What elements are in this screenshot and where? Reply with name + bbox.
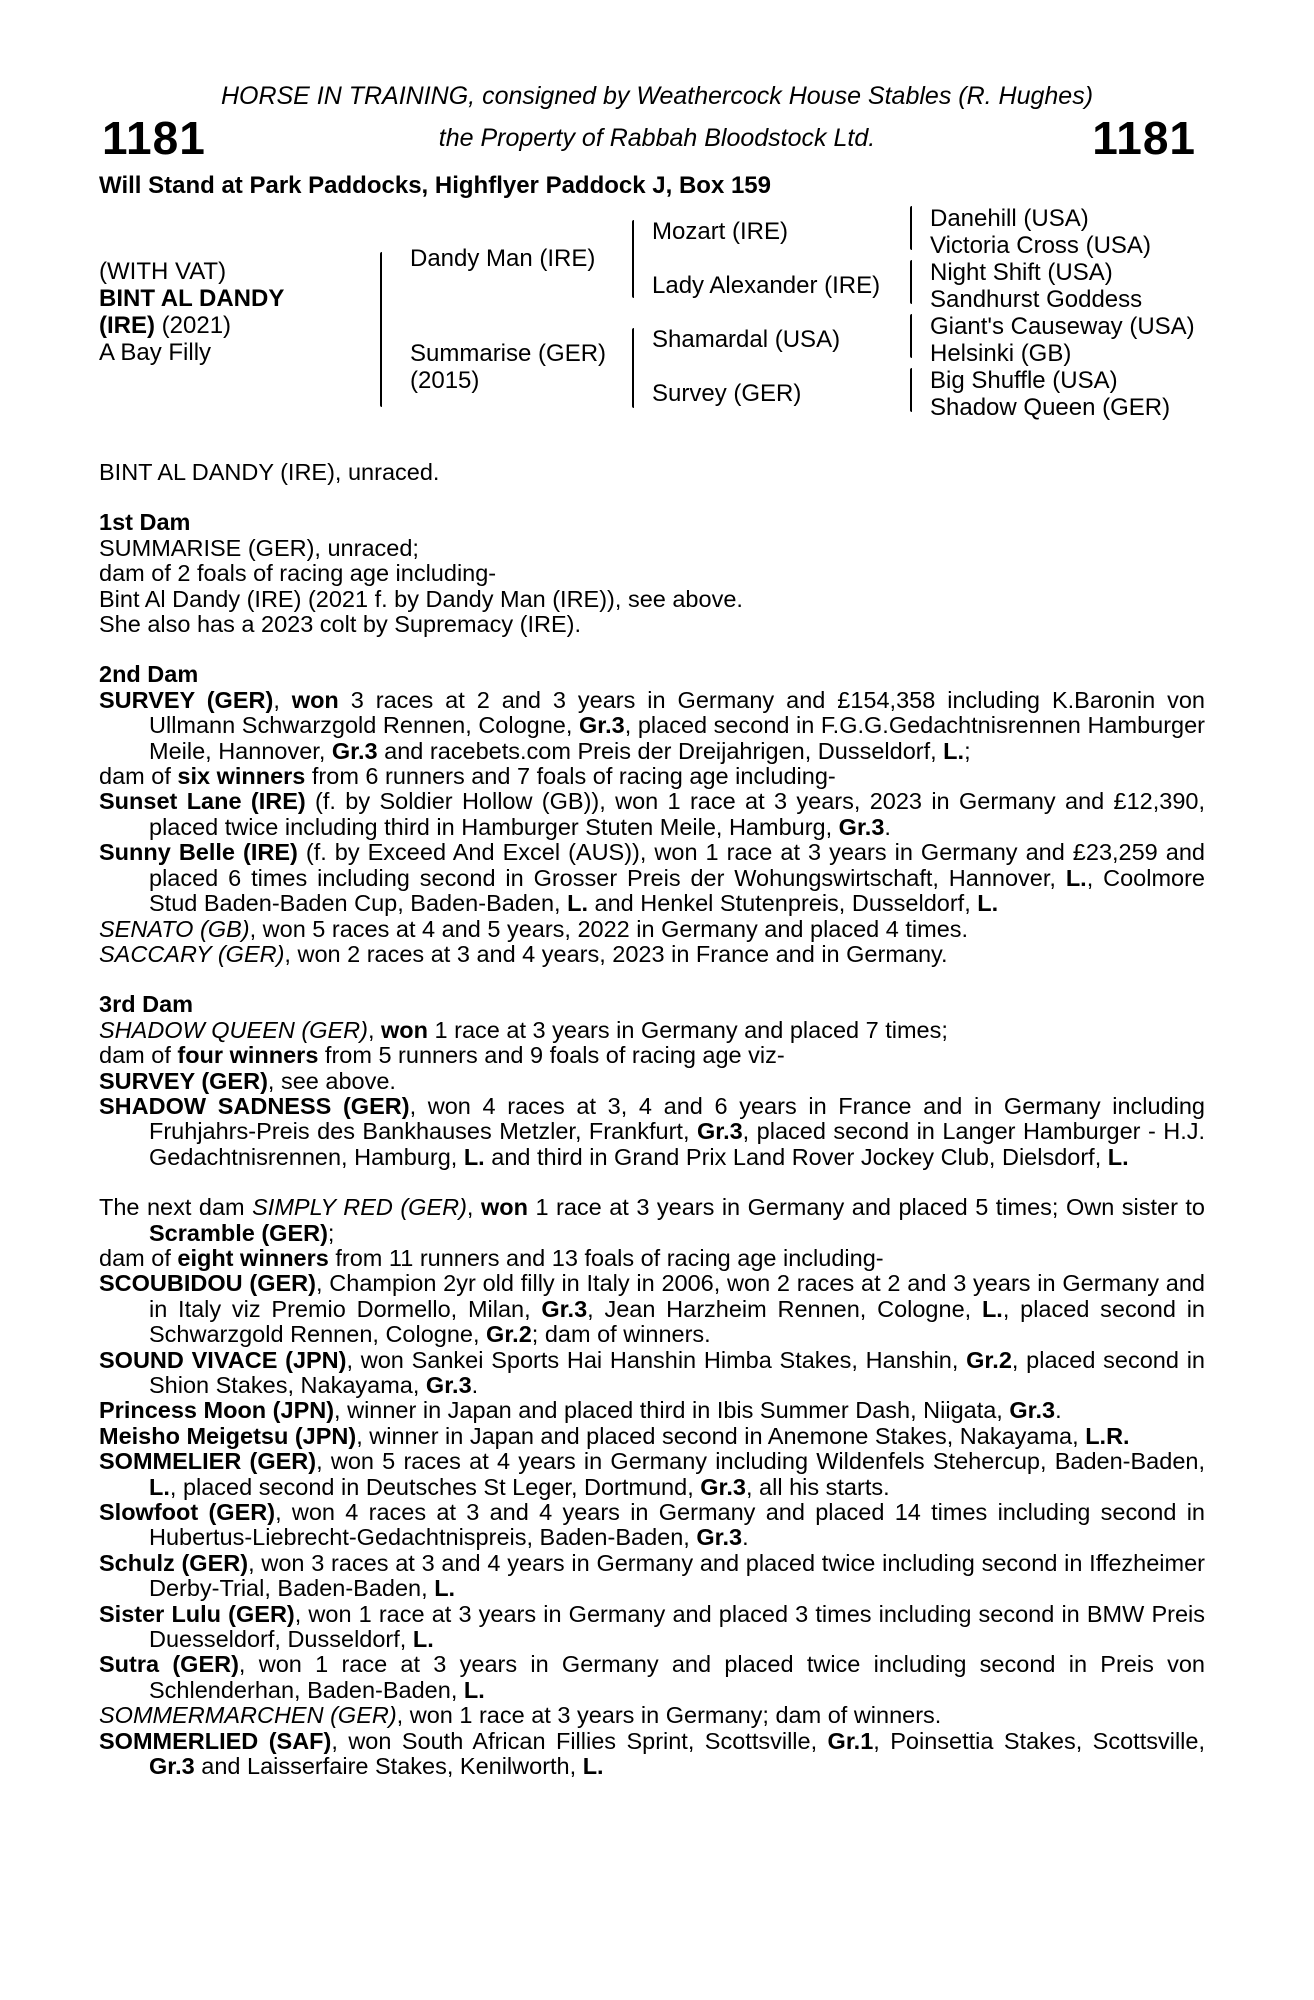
horse-name: BINT AL DANDY [99, 285, 285, 312]
first-dam-heading: 1st Dam [99, 509, 191, 536]
produce-meisho-meigetsu: Meisho Meigetsu (JPN), winner in Japan and placed second in Anemone Stakes, Nakayama, L.R. [99, 1422, 1130, 1449]
bracket-gen1 [380, 252, 382, 407]
produce-sunny-belle: Sunny Belle (IRE) (f. by Exceed And Excel (AUS)), won 1 race at 3 years in Germany and £23,259 and placed 6 times including second in Grosser Preis der Wohungswirtschaft, Hannover, L., Coolmore Stud Baden-Baden Cup, Baden-Baden, L. and Henkel Stutenpreis, Dusseldorf, L. [99, 839, 1205, 917]
horse-year: (2021) [155, 312, 232, 339]
first-dam-produce: Bint Al Dandy (IRE) (2021 f. by Dandy Man (IRE)), see above. [99, 585, 743, 612]
bracket-g3-3 [910, 314, 912, 358]
produce-scoubidou: SCOUBIDOU (GER), Champion 2yr old filly in Italy in 2006, won 2 races at 2 and 3 years in Germany and in Italy viz Premio Dormello, Milan, Gr.3, Jean Harzheim Rennen, Cologne, L., placed second in Schwarzgold Rennen, Cologne, Gr.2; dam of winners. [99, 1270, 1205, 1348]
produce-princess-moon: Princess Moon (JPN), winner in Japan and placed third in Ibis Summer Dash, Niigata, Gr.3. [99, 1397, 1062, 1424]
dsd: Helsinki (GB) [930, 340, 1072, 367]
consignor-line: HORSE IN TRAINING, consigned by Weathercock House Stables (R. Hughes) [220, 82, 1094, 110]
produce-schulz: Schulz (GER), won 3 races at 3 and 4 years in Germany and placed twice including second in Iffezheimer Derby-Trial, Baden-Baden, L. [99, 1549, 1205, 1602]
sds: Night Shift (USA) [930, 259, 1113, 286]
second-dam-produce-summary: dam of six winners from 6 runners and 7 foals of racing age including- [99, 763, 836, 790]
third-dam-heading: 3rd Dam [99, 991, 194, 1018]
sire-dam: Lady Alexander (IRE) [652, 272, 881, 299]
dam-dam: Survey (GER) [652, 380, 802, 407]
produce-sister-lulu: Sister Lulu (GER), won 1 race at 3 years in Germany and placed 3 times including second in BMW Preis Duesseldorf, Dusseldorf, L. [99, 1600, 1205, 1653]
produce-shadow-sadness: SHADOW SADNESS (GER), won 4 races at 3, 4 and 6 years in France and in Germany including Fruhjahrs-Preis des Bankhauses Metzler, Frankfurt, Gr.3, placed second in Langer Hamburger - H.J. Gedachtnisrennen, Hamburg, L. and third in Grand Prix Land Rover Jockey Club, Dielsdorf, L. [99, 1092, 1205, 1170]
bracket-g3-1 [910, 206, 912, 250]
horse-country: (IRE) [99, 312, 155, 339]
sire-sire: Mozart (IRE) [652, 218, 789, 245]
third-dam-produce-summary: dam of four winners from 5 runners and 9 foals of racing age viz- [99, 1042, 785, 1069]
bracket-sire [632, 220, 634, 298]
lot-number-right: 1181 [1092, 112, 1196, 164]
sss: Danehill (USA) [930, 205, 1089, 232]
bracket-g3-4 [910, 368, 912, 412]
property-line: the Property of Rabbah Bloodstock Ltd. [438, 124, 876, 152]
dam-year: (2015) [410, 367, 480, 394]
ssd: Victoria Cross (USA) [930, 232, 1151, 259]
next-dam-entry: The next dam SIMPLY RED (GER), won 1 race at 3 years in Germany and placed 5 times; Own sister to Scramble (GER); [99, 1194, 1205, 1246]
produce-sommelier: SOMMELIER (GER), won 5 races at 4 years in Germany including Wildenfels Stehercup, Baden-Baden, L., placed second in Deutsches St Leger, Dortmund, Gr.3, all his starts. [99, 1448, 1205, 1500]
first-dam-foals: dam of 2 foals of racing age including- [99, 560, 497, 587]
next-dam-produce-summary: dam of eight winners from 11 runners and 13 foals of racing age including- [99, 1244, 884, 1271]
bracket-g3-2 [910, 260, 912, 304]
produce-senato: SENATO (GB), won 5 races at 4 and 5 years, 2022 in Germany and placed 4 times. [99, 915, 969, 942]
produce-slowfoot: Slowfoot (GER), won 4 races at 3 and 4 years in Germany and placed 14 times including second in Hubertus-Liebrecht-Gedachtnispreis, Baden-Baden, Gr.3. [99, 1499, 1205, 1551]
horse-description: A Bay Filly [99, 339, 212, 366]
horse-origin-year [99, 312, 231, 339]
dds: Big Shuffle (USA) [930, 367, 1118, 394]
pedigree-table [0, 0, 1314, 440]
vat-note: (WITH VAT) [99, 258, 227, 285]
stand-location: Will Stand at Park Paddocks, Highflyer Paddock J, Box 159 [99, 172, 771, 199]
dam: Summarise (GER) [410, 340, 607, 367]
first-dam-line: SUMMARISE (GER), unraced; [99, 534, 419, 561]
bracket-dam [632, 328, 634, 408]
sdd: Sandhurst Goddess [930, 286, 1143, 313]
produce-survey: SURVEY (GER), see above. [99, 1067, 396, 1094]
second-dam-heading: 2nd Dam [99, 661, 199, 688]
dam-sire: Shamardal (USA) [652, 326, 841, 353]
sire: Dandy Man (IRE) [410, 245, 596, 272]
third-dam-entry: SHADOW QUEEN (GER), won 1 race at 3 years in Germany and placed 7 times; [99, 1016, 948, 1043]
dss: Giant's Causeway (USA) [930, 313, 1195, 340]
horse-entry-name: SURVEY (GER) [99, 686, 274, 713]
catalogue-body [99, 460, 1205, 1780]
first-dam-colt: She also has a 2023 colt by Supremacy (IRE). [99, 611, 581, 638]
ddd: Shadow Queen (GER) [930, 394, 1171, 421]
lot-number-left: 1181 [102, 112, 206, 164]
produce-sutra: Sutra (GER), won 1 race at 3 years in Germany and placed twice including second in Preis von Schlenderhan, Baden-Baden, L. [99, 1651, 1205, 1703]
unraced-line: BINT AL DANDY (IRE), unraced. [99, 459, 440, 485]
produce-sound-vivace: SOUND VIVACE (JPN), won Sankei Sports Hai Hanshin Himba Stakes, Hanshin, Gr.2, placed second in Shion Stakes, Nakayama, Gr.3. [99, 1346, 1205, 1398]
second-dam-entry: SURVEY (GER), won 3 races at 2 and 3 years in Germany and £154,358 including K.Baronin von Ullmann Schwarzgold Rennen, Cologne, Gr.3, placed second in F.G.G.Gedachtnisrennen Hamburger Meile, Hannover, Gr.3 and racebets.com Preis der Dreijahrigen, Dusseldorf, L.; [99, 686, 1205, 764]
produce-sommermarchen: SOMMERMARCHEN (GER), won 1 race at 3 years in Germany; dam of winners. [99, 1702, 942, 1729]
produce-saccary: SACCARY (GER), won 2 races at 3 and 4 years, 2023 in France and in Germany. [99, 940, 948, 967]
produce-sunset-lane: Sunset Lane (IRE) (f. by Soldier Hollow (GB)), won 1 race at 3 years, 2023 in Germany and £12,390, placed twice including third in Hamburger Stuten Meile, Hamburg, Gr.3. [99, 788, 1205, 840]
produce-sommerlied: SOMMERLIED (SAF), won South African Fillies Sprint, Scottsville, Gr.1, Poinsettia Stakes, Scottsville, Gr.3 and Laisserfaire Stakes, Kenilworth, L. [99, 1727, 1205, 1780]
